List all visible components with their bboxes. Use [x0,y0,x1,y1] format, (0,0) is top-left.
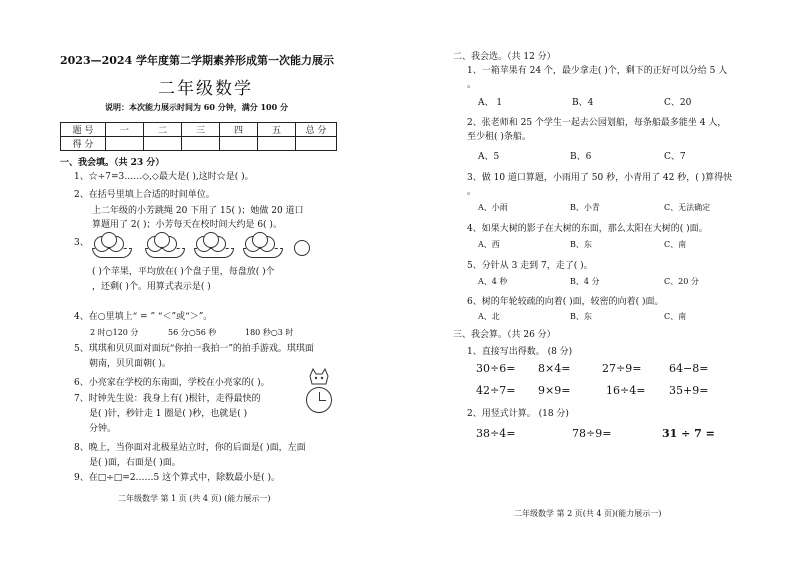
calc-item: 8×4= [538,362,571,375]
choice-4-option-b[interactable]: B、东 [570,240,592,249]
exam-title: 2023—2024 学年度第二学期素养形成第一次能力展示 [60,54,335,67]
choice-4-option-a[interactable]: A、西 [478,240,500,249]
choice-5-option-a[interactable]: A、4 秒 [478,277,508,286]
exam-note: 说明：本次能力展示时间为 60 分钟，满分 100 分 [105,102,288,112]
calc-item: 64−8= [669,362,709,375]
choice-3-option-b[interactable]: B、小青 [570,203,600,212]
choice-3-option-a[interactable]: A、小雨 [478,203,508,212]
page-1-footer: 二年级数学 第 1 页 (共 4 页) (能力展示一) [118,494,271,503]
question-9: 9、在□÷□=2……5 这个算式中，除数最小是( )。 [74,473,281,483]
choice-1-option-a[interactable]: A、 1 [478,98,503,108]
question-2-line-b: 算题用了 2( )；小芳每天在校时间大约是 6( )。 [92,220,282,230]
calc-item: 30÷6= [476,362,516,375]
choice-6-option-b[interactable]: B、东 [570,312,592,321]
calc-item: 9×9= [538,384,571,397]
calc-item: 35+9= [669,384,709,397]
question-8-line-a: 8、晚上，当你面对北极星站立时，你的后面是( )面，左面 [74,443,306,453]
score-input-cell[interactable] [258,137,296,151]
apple-icon [252,232,268,248]
exam-subject: 二年级数学 [158,79,253,99]
question-4-c: 180 秒○3 时 [245,328,294,337]
score-cell: 五 [258,123,296,137]
score-cell: 一 [106,123,144,137]
score-input-cell[interactable] [106,137,144,151]
score-input-cell[interactable] [182,137,220,151]
choice-5-option-c[interactable]: C、20 分 [664,277,699,286]
cat-icon [308,368,330,386]
choice-5-option-b[interactable]: B、4 分 [570,277,600,286]
question-7-line-a: 7、时钟先生说：我身上有( )根针，走得最快的 [74,394,261,404]
choice-2-option-a[interactable]: A、5 [478,152,500,162]
score-cell: 三 [182,123,220,137]
choice-2-option-c[interactable]: C、7 [664,152,686,162]
question-2-line-a: 上二年级的小芳跳绳 20 下用了 15( )；她做 20 道口 [92,206,304,216]
choice-4-option-c[interactable]: C、南 [664,240,687,249]
choice-6-option-c[interactable]: C、南 [664,312,687,321]
choice-1-option-c[interactable]: C、20 [664,98,692,108]
choice-2-line-a: 2、张老师和 25 个学生一起去公园划船，每条船最多能坐 4 人， [467,118,727,128]
score-table [60,122,337,151]
apple-icon [203,232,219,248]
question-3-line-b: ，还剩( )个。用算式表示是( ) [92,282,211,292]
question-4-b: 56 分○56 秒 [168,328,217,337]
score-header-row [61,123,337,137]
choice-6-option-a[interactable]: A、北 [478,312,500,321]
apple-icon [101,232,117,248]
vertical-calc-item: 31 ÷ 7 = [662,427,715,440]
vertical-calc-item: 38÷4= [476,427,516,440]
section-3-heading: 三、我会算。（共 26 分） [453,330,556,340]
page-2-footer: 二年级数学 第 2 页(共 4 页)(能力展示一) [514,509,662,518]
score-cell: 四 [220,123,258,137]
calc-part-2-heading: 2、用竖式计算。 (18 分) [467,409,569,419]
calc-item: 42÷7= [476,384,516,397]
apple-icon [154,232,170,248]
question-8-line-b: 是( )面，右面是( )面。 [89,458,181,468]
question-7-line-c: 分钟。 [89,424,117,434]
score-value-row [61,137,337,151]
choice-3: 3、做 10 道口算题，小雨用了 50 秒，小青用了 42 秒，( )算得快 [467,173,733,183]
section-2-heading: 二、我会选。（共 12 分） [453,52,556,62]
calc-item: 27÷9= [602,362,642,375]
question-4: 4、在○里填上“ = ” “＜”或“＞”。 [74,312,213,322]
question-6: 6、小亮家在学校的东南面，学校在小亮家的( )。 [74,378,270,388]
calc-item: 16÷4= [606,384,646,397]
question-4-a: 2 时○120 分 [90,328,139,337]
choice-4: 4、如果大树的影子在大树的东面，那么太阳在大树的( )面。 [467,224,708,234]
choice-1-tail: 。 [467,80,477,90]
choice-2-line-b: 至少租( )条船。 [467,132,531,142]
choice-1: 1、一箱苹果有 24 个，最少拿走( )个，剩下的正好可以分给 5 人 [467,66,728,76]
choice-1-option-b[interactable]: B、4 [572,98,594,108]
score-input-cell[interactable] [220,137,258,151]
calc-part-1-heading: 1、直接写出得数。 (8 分) [467,347,573,357]
question-7-line-b: 是( )针，秒针走 1 圈是( )秒，也就是( ) [89,409,248,419]
score-input-cell[interactable] [144,137,182,151]
score-cell: 题 号 [61,123,106,137]
choice-3-tail: 。 [467,187,477,197]
choice-3-option-c[interactable]: C、无法确定 [664,203,711,212]
vertical-calc-item: 78÷9= [572,427,612,440]
section-1-heading: 一、我会填。（共 23 分） [60,158,165,168]
question-2: 2、在括号里填上合适的时间单位。 [74,190,215,200]
score-cell: 二 [144,123,182,137]
question-5-line-b: 朝南，贝贝面朝( )。 [89,359,171,369]
score-cell: 得 分 [61,137,106,151]
question-3: 3、 [74,238,89,248]
choice-6: 6、树的年轮较疏的向着( )面，较密的向着( )面。 [467,297,664,307]
choice-2-option-b[interactable]: B、6 [570,152,592,162]
score-input-cell[interactable] [296,137,337,151]
question-1: 1、☆÷7=3……◇,◇最大是( ),这时☆是( )。 [74,172,254,182]
choice-5: 5、分针从 3 走到 7，走了( )。 [467,261,593,271]
question-5-line-a: 5、琪琪和贝贝面对面玩“你拍一我拍一”的拍手游戏。琪琪面 [74,344,314,354]
clock-icon [306,387,332,413]
score-cell: 总 分 [296,123,337,137]
apple-icon [294,240,310,256]
question-3-line-a: ( )个苹果，平均放在( )个盘子里，每盘放( )个 [92,267,275,277]
